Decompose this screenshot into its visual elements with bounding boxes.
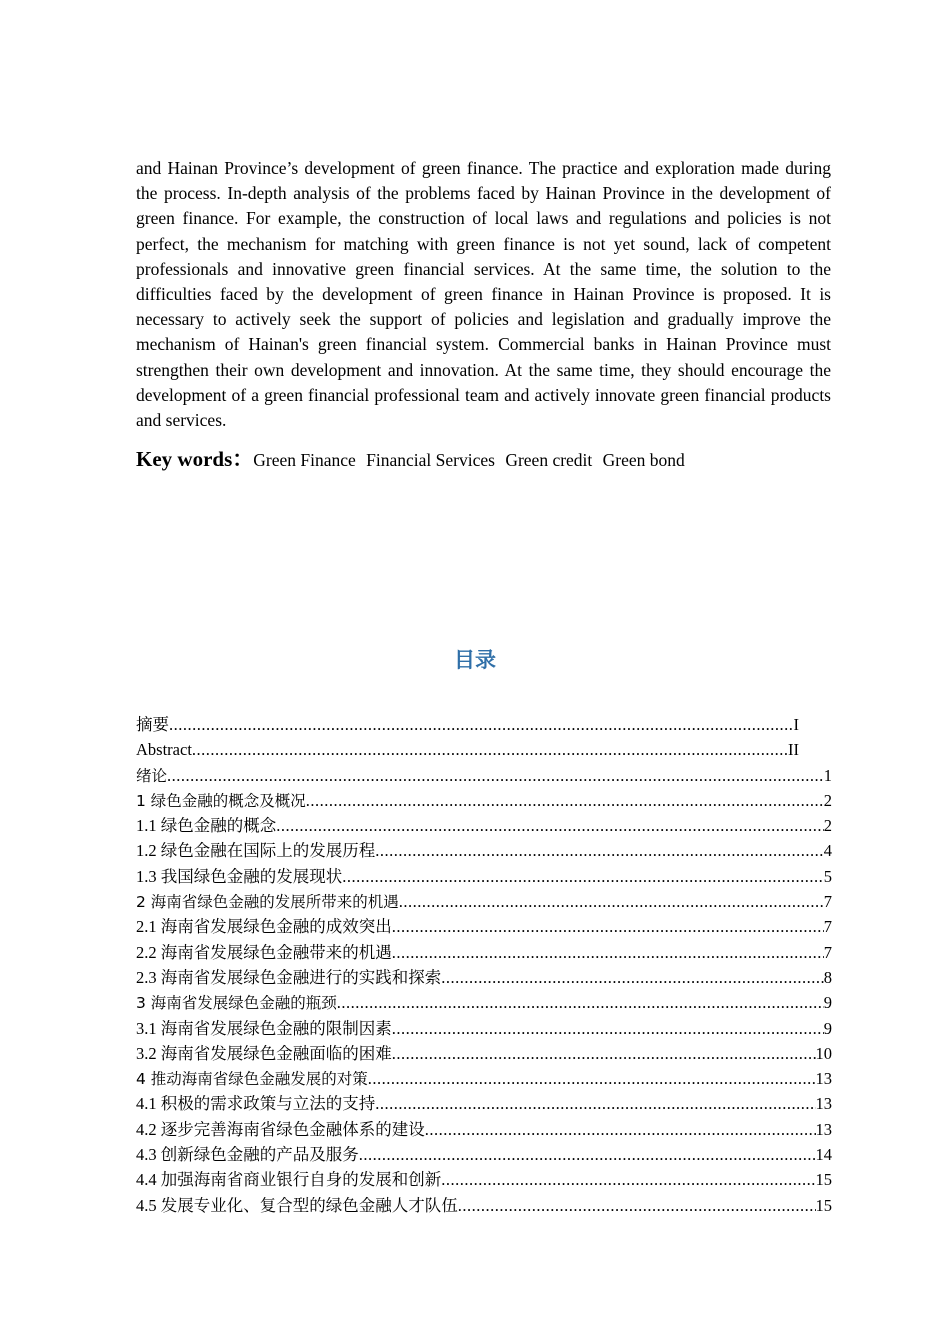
toc-entry-page: 13 [815, 1094, 832, 1114]
toc-entry-page: 13 [815, 1119, 832, 1139]
toc-entry-page: 9 [823, 1018, 832, 1038]
toc-entry-section-1-1[interactable] [136, 813, 832, 838]
toc-entry-text: 3.1 海南省发展绿色金融的限制因素 [136, 1018, 392, 1038]
toc-entry-chapter-4[interactable] [136, 1066, 832, 1091]
toc-entry-section-4-2[interactable] [136, 1117, 832, 1142]
toc-entry-page: 2 [823, 816, 832, 836]
toc-entry-text: 2 海南省绿色金融的发展所带来的机遇 [136, 893, 399, 912]
toc-leader-dots [425, 1117, 816, 1142]
toc-entry-page: 10 [815, 1043, 832, 1063]
toc-entry-page: 7 [823, 942, 832, 962]
toc-entry-text: 4.1 积极的需求政策与立法的支持 [136, 1094, 376, 1114]
toc-entry-abstract-cn[interactable] [136, 712, 799, 737]
toc-entry-text: 4.2 逐步完善海南省绿色金融体系的建设 [136, 1119, 425, 1139]
toc-entry-page: II [788, 740, 799, 760]
toc-entry-abstract-en[interactable] [136, 737, 799, 762]
toc-leader-dots [368, 1066, 816, 1091]
toc-entry-page: I [793, 715, 799, 734]
toc-leader-dots [167, 763, 824, 788]
toc-entry-page: 1 [823, 765, 832, 785]
keywords-label: Key words： [136, 447, 254, 471]
toc-entry-section-1-3[interactable] [136, 864, 832, 889]
toc-entry-section-2-1[interactable] [136, 914, 832, 939]
toc-leader-dots [337, 990, 824, 1015]
keyword-item: Financial Services [366, 450, 495, 470]
toc-entry-text: 1 绿色金融的概念及概况 [136, 791, 306, 810]
keyword-item: Green credit [505, 450, 593, 470]
toc-entry-text: 1.2 绿色金融在国际上的发展历程 [136, 841, 376, 861]
toc-leader-dots [392, 940, 824, 965]
toc-entry-section-4-4[interactable] [136, 1167, 832, 1192]
toc-entry-text: 摘要 [136, 715, 169, 734]
toc-entry-text: 2.3 海南省发展绿色金融进行的实践和探索 [136, 967, 442, 987]
toc-entry-section-4-1[interactable] [136, 1091, 832, 1116]
toc-leader-dots [392, 1041, 816, 1066]
toc-entry-page: 2 [823, 790, 832, 810]
toc-leader-dots [375, 838, 824, 863]
toc-entry-text: 3.2 海南省发展绿色金融面临的困难 [136, 1043, 392, 1063]
toc-leader-dots [169, 712, 794, 737]
toc-entry-text: 4.5 发展专业化、复合型的绿色金融人才队伍 [136, 1195, 458, 1215]
toc-leader-dots [392, 1016, 824, 1041]
toc-entry-text: 4.3 创新绿色金融的产品及服务 [136, 1145, 359, 1165]
toc-entry-chapter-1[interactable] [136, 788, 832, 813]
abstract-paragraph: and Hainan Province’s development of green finance. The practice and exploration made during the process. In-depth analysis of the problems faced by Hainan Province in the development of green finance. For example, the construction of local laws and regulations and policies is not perfect, the mechanism for matching with green finance is not yet sound, lack of competent professionals and innovative green financial services. At the same time, the solution to the difficulties faced by the development of green finance in Hainan Province is proposed. It is necessary to actively seek the support of policies and legislation and gradually improve the mechanism of Hainan's green financial system. Commercial banks in Hainan Province must strengthen their own development and innovation. At the same time, they should encourage the development of a green financial professional team and actively innovate green financial products and services. [136, 158, 831, 431]
toc-leader-dots [392, 914, 824, 939]
toc-entry-section-3-1[interactable] [136, 1016, 832, 1041]
toc-leader-dots [441, 965, 824, 990]
toc-entry-text: 1.1 绿色金融的概念 [136, 816, 277, 836]
toc-entry-section-4-5[interactable] [136, 1193, 832, 1218]
toc-entry-text: 2.1 海南省发展绿色金融的成效突出 [136, 917, 392, 937]
toc-entry-page: 7 [823, 892, 832, 912]
toc-entry-introduction[interactable] [136, 763, 832, 788]
toc-leader-dots [359, 1142, 816, 1167]
toc-entry-section-2-2[interactable] [136, 940, 832, 965]
toc-entry-page: 13 [815, 1069, 832, 1089]
toc-entry-page: 8 [823, 967, 832, 987]
keyword-item: Green bond [602, 450, 685, 470]
toc-entry-text: 4 推动海南省绿色金融发展的对策 [136, 1070, 368, 1089]
toc-entry-page: 15 [815, 1195, 832, 1215]
toc-entry-text: 2.2 海南省发展绿色金融带来的机遇 [136, 942, 392, 962]
toc-leader-dots [399, 889, 824, 914]
toc-entry-page: 7 [823, 917, 832, 937]
toc-entry-text: 3 海南省发展绿色金融的瓶颈 [136, 994, 337, 1013]
toc-entry-text: 1.3 我国绿色金融的发展现状 [136, 866, 343, 886]
toc-leader-dots [306, 788, 824, 813]
toc-entry-page: 4 [823, 841, 832, 861]
toc-entry-page: 5 [823, 866, 832, 886]
keyword-item: Green Finance [253, 450, 356, 470]
toc-leader-dots [375, 1091, 815, 1116]
toc-entry-chapter-3[interactable] [136, 990, 832, 1015]
toc-leader-dots [276, 813, 824, 838]
toc-entry-text: Abstract [136, 740, 192, 760]
toc-entry-section-1-2[interactable] [136, 838, 832, 863]
toc-entry-section-4-3[interactable] [136, 1142, 832, 1167]
toc-entry-page: 15 [815, 1170, 832, 1190]
toc-entry-section-3-2[interactable] [136, 1041, 832, 1066]
toc-entry-page: 14 [815, 1145, 832, 1165]
toc-entry-section-2-3[interactable] [136, 965, 832, 990]
toc-entry-chapter-2[interactable] [136, 889, 832, 914]
toc-entry-text: 绪论 [136, 766, 168, 785]
toc-title: 目录 [454, 648, 496, 672]
keywords-line [136, 446, 831, 473]
toc-entry-page: 9 [823, 993, 832, 1013]
toc-leader-dots [192, 737, 788, 762]
toc-entry-text: 4.4 加强海南省商业银行自身的发展和创新 [136, 1170, 442, 1190]
table-of-contents [136, 712, 832, 1218]
toc-leader-dots [441, 1167, 815, 1192]
toc-leader-dots [458, 1193, 816, 1218]
toc-leader-dots [342, 864, 824, 889]
